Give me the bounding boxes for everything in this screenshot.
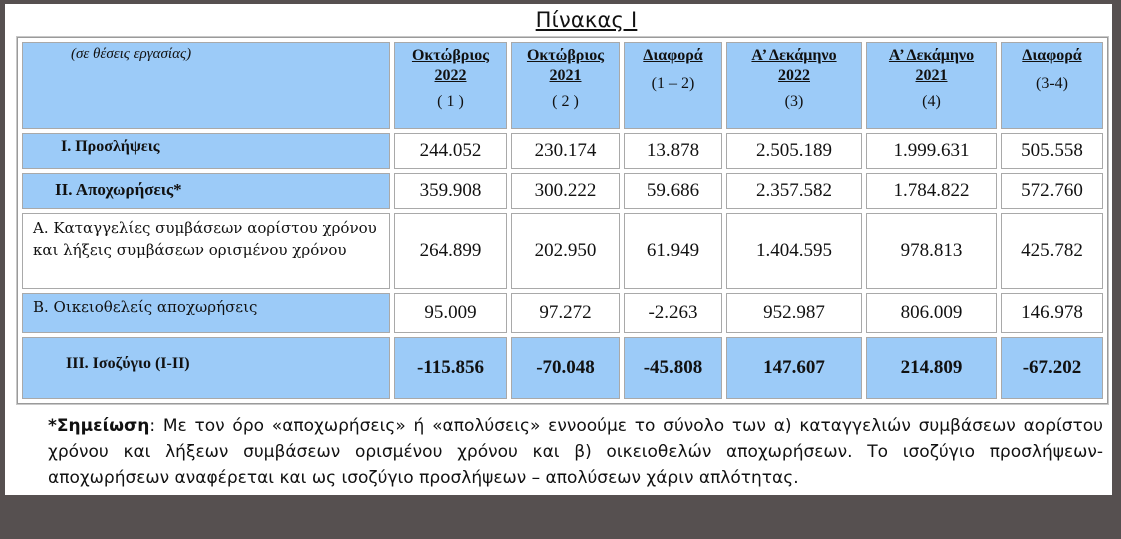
table-cell: 230.174 — [511, 133, 620, 169]
table-row-voluntary — [22, 293, 1103, 333]
col-5-code: (4) — [922, 93, 941, 110]
table-cell: 147.607 — [726, 337, 862, 399]
col-1-code: ( 1 ) — [437, 93, 464, 110]
table-cell: 425.782 — [1001, 213, 1103, 289]
row-label: ΙΙ. Αποχωρήσεις* — [55, 180, 182, 199]
header-col-2 — [511, 42, 620, 129]
header-col-4 — [726, 42, 862, 129]
table-cell: 244.052 — [394, 133, 507, 169]
col-2-code: ( 2 ) — [552, 93, 579, 110]
row-label: Α. Καταγγελίες συμβάσεων αορίστου χρόνου και λήξεις συμβάσεων ορισμένου χρόνου — [33, 219, 377, 259]
col-1-year: 2022 — [434, 67, 467, 84]
table-cell: -67.202 — [1001, 337, 1103, 399]
table-cell: -45.808 — [624, 337, 722, 399]
table-row-hires — [22, 133, 1103, 169]
col-3-code: (1 – 2) — [651, 75, 695, 92]
table-cell: 2.357.582 — [726, 173, 862, 209]
table-cell: 505.558 — [1001, 133, 1103, 169]
employment-table — [17, 37, 1108, 404]
table-cell: -2.263 — [624, 293, 722, 333]
table-cell: 1.404.595 — [726, 213, 862, 289]
table-title: Πίνακας Ι — [535, 8, 638, 32]
row-label-cell — [22, 173, 390, 209]
table-row-terminations — [22, 213, 1103, 289]
footnote — [48, 413, 1103, 491]
col-5-period: Α’ Δεκάμηνο — [888, 47, 975, 64]
table-cell: 1.784.822 — [866, 173, 997, 209]
table-cell: 59.686 — [624, 173, 722, 209]
header-unit-cell — [22, 42, 390, 129]
row-label-cell — [22, 293, 390, 333]
row-label-cell — [22, 213, 390, 289]
col-6-label: Διαφορά — [1022, 47, 1082, 64]
col-6-code: (3-4) — [1036, 75, 1068, 92]
table-cell: 146.978 — [1001, 293, 1103, 333]
table-cell: 952.987 — [726, 293, 862, 333]
table-cell: 13.878 — [624, 133, 722, 169]
table-cell: 572.760 — [1001, 173, 1103, 209]
header-col-1 — [394, 42, 507, 129]
table-cell: -115.856 — [394, 337, 507, 399]
unit-note: (σε θέσεις εργασίας) — [71, 46, 192, 62]
table-cell: 2.505.189 — [726, 133, 862, 169]
table-cell: 202.950 — [511, 213, 620, 289]
col-1-month: Οκτώβριος — [411, 47, 490, 64]
col-5-year: 2021 — [915, 67, 948, 84]
col-4-code: (3) — [784, 93, 804, 110]
col-2-month: Οκτώβριος — [526, 47, 605, 64]
col-2-year: 2021 — [549, 67, 582, 84]
row-label: ΙΙΙ. Ισοζύγιο (Ι-ΙΙ) — [66, 355, 190, 372]
table-cell: 359.908 — [394, 173, 507, 209]
table-cell: 97.272 — [511, 293, 620, 333]
table-cell: 95.009 — [394, 293, 507, 333]
header-col-6 — [1001, 42, 1103, 129]
row-label-cell — [22, 337, 390, 399]
footnote-text: : Με τον όρο «αποχωρήσεις» ή «απολύσεις» εννοούμε το σύνολο των α) καταγγελιών συμβάσεων αορίστου χρόνου και λήξεων συμβάσεων ορισμένου χρόνου και β) οικειοθελών αποχωρήσεων. Το ισοζύγιο προσλήψεων-αποχωρήσεων αναφέρεται και ως ισοζύγιο προσλήψεων – απολύσεων χάριν απλότητας. — [48, 416, 1103, 488]
table-cell: 264.899 — [394, 213, 507, 289]
table-cell: 806.009 — [866, 293, 997, 333]
table-cell: 300.222 — [511, 173, 620, 209]
table-cell: 61.949 — [624, 213, 722, 289]
row-label: Β. Οικειοθελείς αποχωρήσεις — [33, 298, 258, 316]
footnote-label: *Σημείωση — [48, 416, 150, 436]
header-row — [22, 42, 1103, 129]
table-row-departures — [22, 173, 1103, 209]
table-cell: 978.813 — [866, 213, 997, 289]
row-label-cell — [22, 133, 390, 169]
row-label: Ι. Προσλήψεις — [61, 138, 160, 155]
header-col-3 — [624, 42, 722, 129]
table-row-balance — [22, 337, 1103, 399]
header-col-5 — [866, 42, 997, 129]
col-4-period: Α’ Δεκάμηνο — [751, 47, 837, 64]
table-cell: -70.048 — [511, 337, 620, 399]
col-3-label: Διαφορά — [643, 47, 703, 64]
col-4-year: 2022 — [778, 67, 810, 84]
table-cell: 214.809 — [866, 337, 997, 399]
table-cell: 1.999.631 — [866, 133, 997, 169]
